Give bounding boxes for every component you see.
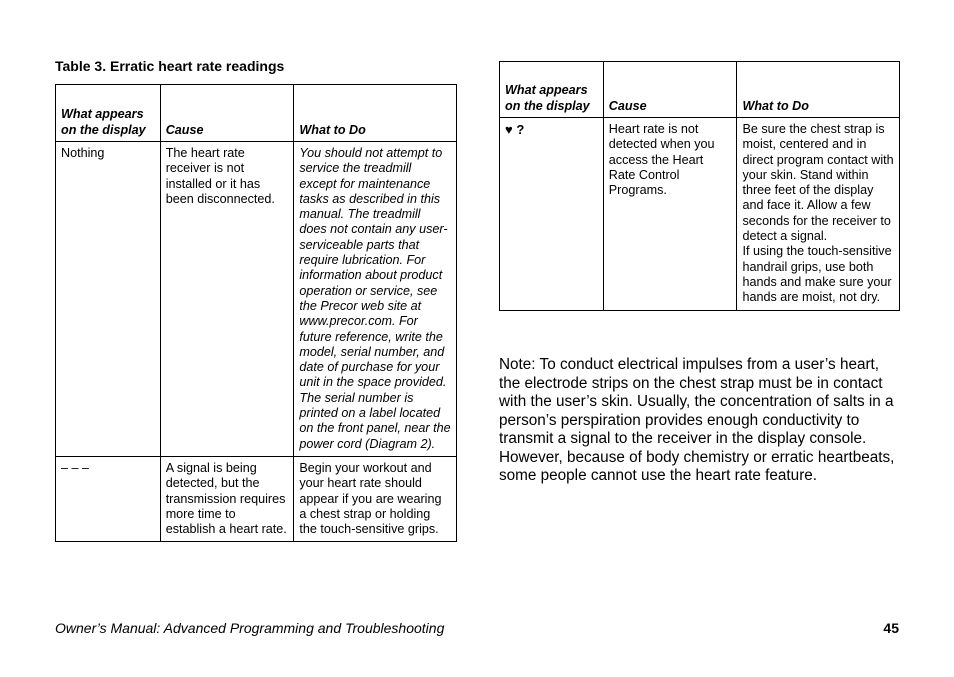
cell-todo: You should not attempt to service the treadmill except for maintenance tasks as described in this manual. The treadmill does not contain any user-serviceable parts that require lubrication. For information about product operation or service, see the Precor web site at www.precor.com. For future reference, write the model, serial number, and date of purchase for your unit in the space provided. The serial number is printed on a label located on the front panel, near the power cord (Diagram 2). (294, 142, 457, 457)
cell-cause: The heart rate receiver is not installed or it has been disconnected. (160, 142, 294, 457)
cell-todo: Begin your workout and your heart rate should appear if you are wearing a chest strap or holding the touch-sensitive grips. (294, 456, 457, 541)
cell-display: Nothing (56, 142, 161, 457)
heart-question-icon: ♥ ? (505, 122, 525, 137)
cell-cause: Heart rate is not detected when you access the Heart Rate Control Programs. (603, 118, 737, 311)
erratic-readings-table-continued (499, 61, 900, 311)
note-label: Note: (499, 356, 536, 373)
header-todo: What to Do (737, 62, 900, 118)
header-cause: Cause (160, 85, 294, 142)
erratic-readings-table (55, 84, 457, 542)
table-header-row (56, 85, 457, 142)
page-number: 45 (883, 620, 899, 636)
table-row (56, 456, 457, 541)
cell-todo (737, 118, 900, 311)
footer-title: Owner’s Manual: Advanced Programming and Troubleshooting (55, 620, 445, 636)
table-caption: Table 3. Erratic heart rate readings (55, 58, 285, 74)
header-display: What appears on the display (56, 85, 161, 142)
cell-cause: A signal is being detected, but the transmission requires more time to establish a heart rate. (160, 456, 294, 541)
cell-display: – – – (56, 456, 161, 541)
header-display: What appears on the display (500, 62, 604, 118)
note-text: To conduct electrical impulses from a user’s heart, the electrode strips on the chest strap must be in contact with the user’s skin. Usually, the concentration of salts in a person’s perspiration provides enough conductivity to transmit a signal to the receiver in the display console. However, because of body chemistry or erratic heartbeats, some people cannot use the heart rate feature. (499, 356, 895, 484)
cell-todo-part2: If using the touch-sensitive handrail grips, use both hands and make sure your hands are moist, not dry. (742, 244, 892, 305)
table-header-row (500, 62, 900, 118)
header-todo: What to Do (294, 85, 457, 142)
cell-display (500, 118, 604, 311)
table-row (500, 118, 900, 311)
table-row (56, 142, 457, 457)
header-cause: Cause (603, 62, 737, 118)
note-paragraph (499, 356, 901, 486)
cell-todo-part1: Be sure the chest strap is moist, centered and in direct program contact with your skin. Stand within three feet of the display and face it. Allow a few seconds for the receiver to detect a signal. (742, 122, 894, 244)
